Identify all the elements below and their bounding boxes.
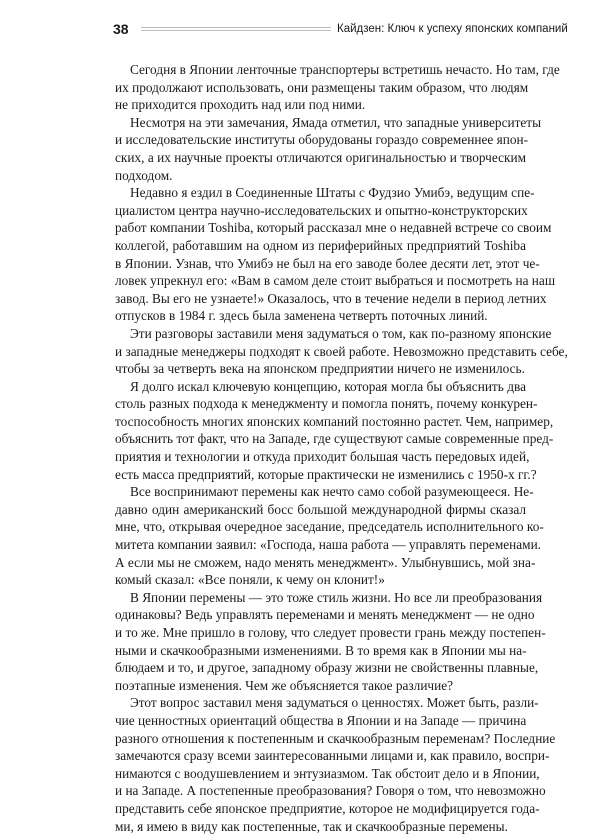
page-header <box>0 0 600 40</box>
header-rule <box>141 27 331 31</box>
text-line: Я долго искал ключевую концепцию, которая могла бы объяснить два <box>130 378 526 394</box>
text-line: и исследовательские институты оборудованы гораздо современнее япон- <box>115 132 529 148</box>
paragraph <box>115 114 542 184</box>
text-line: чие ценностных ориентаций общества в Японии и на Западе — причина <box>115 712 527 728</box>
text-line: В Японии перемены — это тоже стиль жизни. Но все ли преобразования <box>130 589 543 605</box>
text-line: ными и скачкообразными изменениями. В то время как в Японии мы на- <box>115 642 527 658</box>
text-line: Все воспринимают перемены как нечто само собой разумеющееся. Не- <box>130 484 534 500</box>
text-line: поэтапные изменения. Чем же объясняется такое различие? <box>115 677 454 693</box>
text-line: блюдаем и то, и другое, западному образу жизни не свойственны плавные, <box>115 660 539 676</box>
paragraph <box>115 483 544 589</box>
text-line: и западные менеджеры подходят к своей работе. Невозможно представить себе, <box>115 343 568 359</box>
text-line: ловек упрекнул его: «Вам в самом деле стоит выбраться и посмотреть на наш <box>115 273 556 289</box>
text-line: объяснить тот факт, что на Западе, где существуют самые современные пред- <box>115 431 554 447</box>
text-line: одинаковы? Ведь управлять переменами и менять менеджмент — не одно <box>115 607 535 623</box>
text-line: в Японии. Узнав, что Умибэ не был на его заводе более десяти лет, этот че- <box>115 255 540 271</box>
text-line: и на Западе. А постепенные преобразования? Говоря о том, что невозможно <box>115 783 546 799</box>
paragraph <box>115 61 560 114</box>
text-line: мне, что, открывая очередное заседание, председатель исполнительного ко- <box>115 519 544 535</box>
paragraph <box>115 325 568 378</box>
text-line: приятия и технологии и откуда приходит большая часть передовых идей, <box>115 449 530 465</box>
text-line: Этот вопрос заставил меня задуматься о ценностях. Может быть, разли- <box>130 695 539 711</box>
text-line: коллегой, работавшим на одном из периферийных предприятий Toshiba <box>115 237 526 253</box>
text-line: представить себе японское предприятие, которое не модифицируется года- <box>115 800 540 816</box>
text-line: давно один американский босс большой международной фирмы сказал <box>115 501 526 517</box>
text-line: их продолжают использовать, они размещены таким образом, что людям <box>115 79 529 95</box>
text-line: Несмотря на эти замечания, Ямада отметил, что западные университеты <box>130 114 542 130</box>
text-line: тоспособность многих японских компаний постоянно растет. Чем, например, <box>115 413 554 429</box>
text-line: чтобы за четверть века на японском предприятии ничего не изменилось. <box>115 361 525 377</box>
text-line: подходом. <box>115 167 173 183</box>
paragraph <box>115 589 546 695</box>
text-line: ми, я имею в виду как постепенные, так и скачкообразные перемены. <box>115 818 508 834</box>
text-line: замечаются сразу всеми заинтересованными лицами и, как правило, воспри- <box>115 748 550 764</box>
text-line: Эти разговоры заставили меня задуматься о том, как по-разному японские <box>130 325 552 341</box>
text-line: и то же. Мне пришло в голову, что следует провести грань между постепен- <box>115 625 546 640</box>
text-line: Сегодня в Японии ленточные транспортеры встретишь нечасто. Но там, где <box>130 62 560 77</box>
text-line: работ компании Toshiba, который рассказал мне о недавней встрече со своим <box>115 220 552 236</box>
paragraph <box>115 378 554 484</box>
page-number: 38 <box>113 21 129 37</box>
paragraph <box>115 184 556 325</box>
text-line: столь разных подхода к менеджменту и помогла понять, почему конкурен- <box>115 396 538 412</box>
text-line: комый сказал: «Все поняли, к чему он клонит!» <box>115 572 385 588</box>
body-text <box>115 61 568 835</box>
text-line: есть масса предприятий, которые практически не изменились с 1950-х гг.? <box>115 466 537 482</box>
text-line: не приходится проходить над или под ними. <box>115 97 366 113</box>
running-title: Кайдзен: Ключ к успеху японских компаний <box>337 23 568 35</box>
text-line: митета компании заявил: «Господа, наша работа — управлять переменами. <box>115 537 542 553</box>
text-line: отпусков в 1984 г. здесь была заменена четверть поточных линий. <box>115 308 488 324</box>
text-line: завод. Вы его не узнаете!» Оказалось, что в течение недели в период летних <box>115 290 547 306</box>
text-line: ских, а их научные проекты отличаются оригинальностью и творческим <box>115 149 526 165</box>
paragraph <box>115 694 556 835</box>
text-line: разного отношения к постепенным и скачкообразным переменам? Последние <box>115 730 556 746</box>
text-line: циалистом центра научно-исследовательских и опытно-конструкторских <box>115 202 528 218</box>
text-line: А если мы не сможем, надо менять менеджмент». Улыбнувшись, мой зна- <box>115 554 536 570</box>
text-line: Недавно я ездил в Соединенные Штаты с Фудзио Умибэ, ведущим спе- <box>130 185 535 201</box>
text-line: нимаются с воодушевлением и энтузиазмом. Так обстоит дело и в Японии, <box>115 765 540 781</box>
